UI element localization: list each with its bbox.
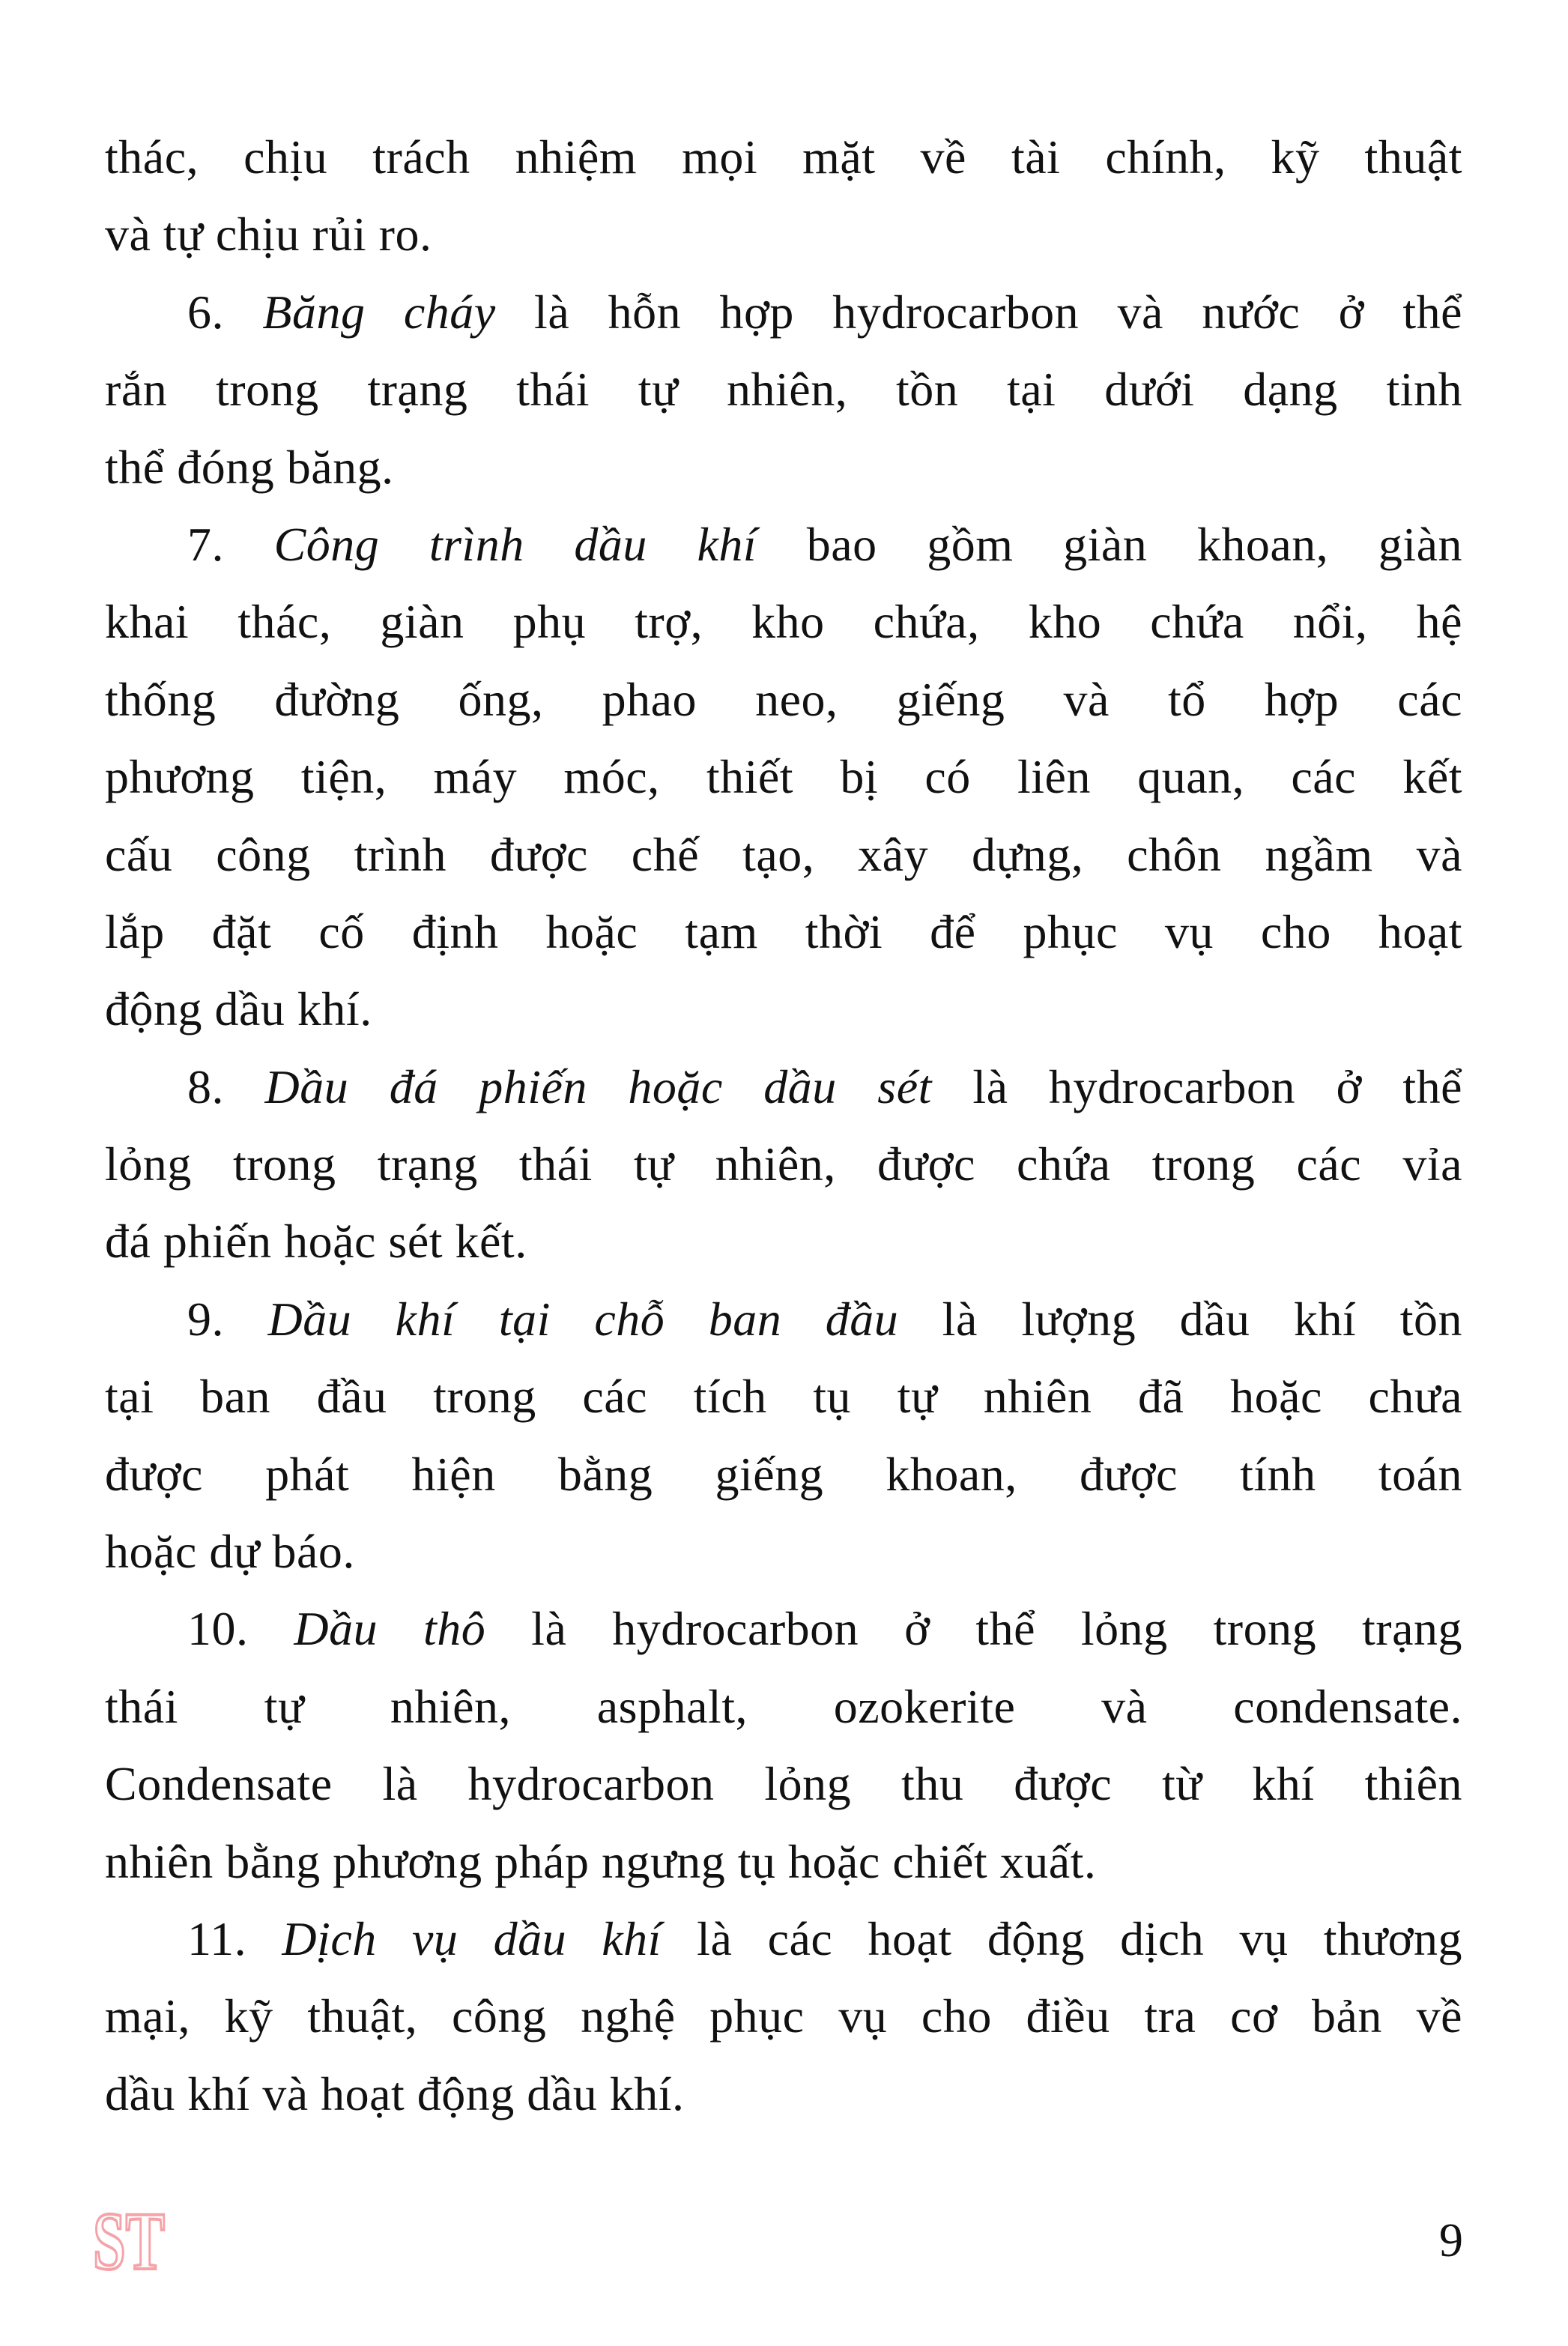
text-line xyxy=(105,1048,1462,1125)
text-segment: được phát hiện bằng giếng khoan, được tính toán xyxy=(105,1447,1462,1501)
text-segment: động dầu khí. xyxy=(105,982,372,1036)
text-line xyxy=(105,196,1462,273)
text-line xyxy=(105,118,1462,196)
text-line xyxy=(105,1358,1462,1435)
text-segment: là hỗn hợp hydrocarbon và nước ở thể xyxy=(495,285,1462,339)
defined-term: Băng cháy xyxy=(262,285,496,339)
text-line xyxy=(105,1745,1462,1822)
text-segment: cấu công trình được chế tạo, xây dựng, chôn ngầm và xyxy=(105,827,1462,881)
text-line xyxy=(105,351,1462,428)
defined-term: Dầu đá phiến hoặc dầu sét xyxy=(264,1059,932,1113)
paragraph xyxy=(105,118,1462,273)
defined-term: Dầu khí tại chỗ ban đầu xyxy=(267,1292,899,1346)
text-line xyxy=(105,273,1462,351)
text-segment: 11. xyxy=(187,1911,282,1965)
text-line xyxy=(105,970,1462,1047)
text-line xyxy=(105,1590,1462,1667)
text-line xyxy=(105,1203,1462,1280)
text-line xyxy=(105,1823,1462,1900)
text-segment: rắn trong trạng thái tự nhiên, tồn tại dưới dạng tinh xyxy=(105,363,1462,417)
text-line xyxy=(105,1281,1462,1358)
paragraph xyxy=(105,1048,1462,1281)
text-segment: khai thác, giàn phụ trợ, kho chứa, kho chứa nổi, hệ xyxy=(105,595,1462,649)
text-segment: là hydrocarbon ở thể lỏng trong trạng xyxy=(485,1602,1463,1656)
text-segment: thác, chịu trách nhiệm mọi mặt về tài chính, kỹ thuật xyxy=(105,130,1462,184)
svg-text:ST: ST xyxy=(93,2195,165,2287)
text-segment: thống đường ống, phao neo, giếng và tổ hợp các xyxy=(105,672,1462,726)
text-line xyxy=(105,1125,1462,1203)
page-number: 9 xyxy=(1439,2213,1463,2267)
text-line xyxy=(105,2055,1462,2132)
text-segment: bao gồm giàn khoan, giàn xyxy=(757,517,1463,571)
text-segment: Condensate là hydrocarbon lỏng thu được từ khí thiên xyxy=(105,1757,1462,1811)
text-line xyxy=(105,893,1462,970)
text-segment: 10. xyxy=(187,1602,294,1656)
text-segment: dầu khí và hoạt động dầu khí. xyxy=(105,2067,685,2120)
text-segment: và tự chịu rủi ro. xyxy=(105,208,432,261)
text-line xyxy=(105,1977,1462,2055)
text-segment: 6. xyxy=(187,285,263,339)
paragraph xyxy=(105,506,1462,1048)
text-segment: 8. xyxy=(187,1059,265,1113)
text-line xyxy=(105,506,1462,583)
text-segment: phương tiện, máy móc, thiết bị có liên quan, các kết xyxy=(105,750,1462,804)
paragraph xyxy=(105,1281,1462,1591)
text-line xyxy=(105,583,1462,660)
text-line xyxy=(105,1436,1462,1513)
text-segment: đá phiến hoặc sét kết. xyxy=(105,1215,527,1269)
text-segment: lỏng trong trạng thái tự nhiên, được chứa trong các vỉa xyxy=(105,1137,1462,1191)
text-segment: nhiên bằng phương pháp ngưng tụ hoặc chiết xuất. xyxy=(105,1834,1097,1888)
text-segment: tại ban đầu trong các tích tụ tự nhiên đã hoặc chưa xyxy=(105,1370,1462,1424)
text-segment: hoặc dự báo. xyxy=(105,1525,355,1579)
text-segment: 9. xyxy=(187,1292,268,1346)
text-line xyxy=(105,1900,1462,1977)
text-segment: 7. xyxy=(187,517,274,571)
text-line xyxy=(105,738,1462,815)
text-segment: mại, kỹ thuật, công nghệ phục vụ cho điều tra cơ bản về xyxy=(105,1989,1462,2043)
paragraph xyxy=(105,273,1462,506)
defined-term: Dịch vụ dầu khí xyxy=(282,1911,662,1965)
paragraph xyxy=(105,1900,1462,2132)
text-segment: thái tự nhiên, asphalt, ozokerite và condensate. xyxy=(105,1679,1462,1733)
text-line xyxy=(105,816,1462,893)
text-segment: thể đóng băng. xyxy=(105,440,394,494)
text-segment: lắp đặt cố định hoặc tạm thời để phục vụ cho hoạt xyxy=(105,904,1462,958)
defined-term: Công trình dầu khí xyxy=(273,517,757,571)
text-segment: là lượng dầu khí tồn xyxy=(898,1292,1462,1346)
text-segment: là các hoạt động dịch vụ thương xyxy=(661,1911,1463,1965)
page-body xyxy=(105,118,1462,2132)
paragraph xyxy=(105,1590,1462,1900)
publisher-logo xyxy=(88,2194,169,2287)
defined-term: Dầu thô xyxy=(294,1602,486,1656)
text-line xyxy=(105,1513,1462,1590)
text-line xyxy=(105,429,1462,506)
text-line xyxy=(105,661,1462,738)
text-segment: là hydrocarbon ở thể xyxy=(931,1059,1463,1113)
text-line xyxy=(105,1668,1462,1745)
